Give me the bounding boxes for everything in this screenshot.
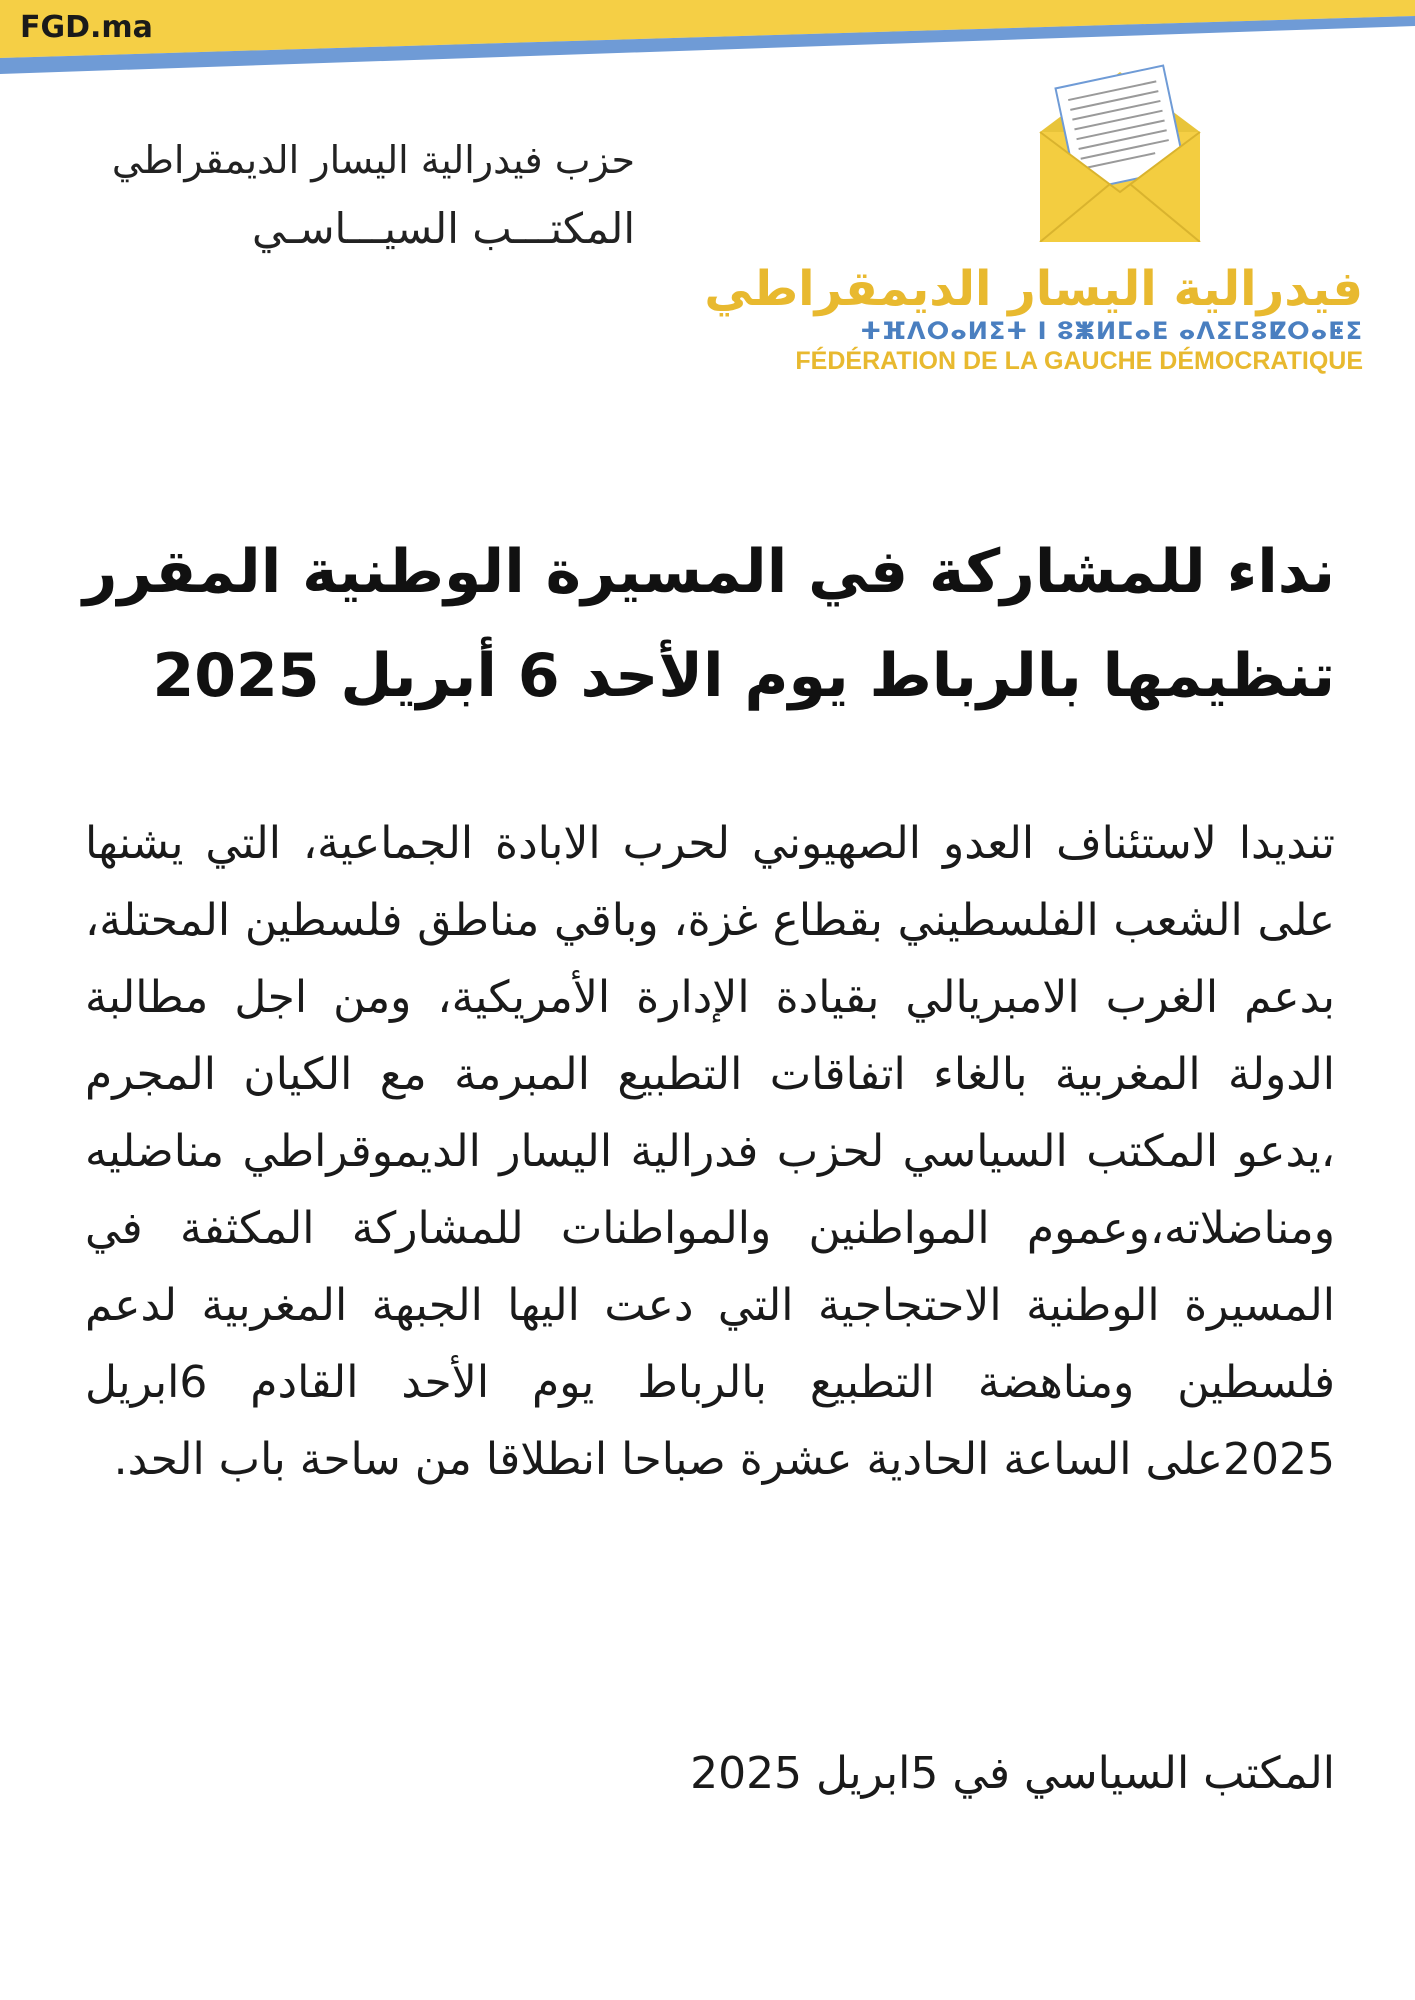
headline: نداء للمشاركة في المسيرة الوطنية المقرر تنظيمها بالرباط يوم الأحد 6 أبريل 2025 (82, 537, 1335, 711)
party-header (112, 138, 635, 253)
site-label[interactable]: FGD.ma (20, 10, 153, 45)
signature: المكتب السياسي في 5ابريل 2025 (690, 1748, 1335, 1799)
bureau-title: المكتـــب السيـــاسـي (252, 204, 635, 253)
logo-arabic: فيدرالية اليسار الديمقراطي (704, 261, 1363, 317)
envelope-icon (1030, 62, 1210, 242)
logo-tifinagh: ⵜⴼⴷⵔⴰⵍⵉⵜ ⵏ ⵓⵥⵍⵎⴰⴹ ⴰⴷⵉⵎⵓⵇⵔⴰⵟⵉ (860, 317, 1363, 345)
party-logo (704, 262, 1363, 376)
logo-french: FÉDÉRATION DE LA GAUCHE DÉMOCRATIQUE (795, 347, 1363, 375)
body-text: تنديدا لاستئناف العدو الصهيوني لحرب الابادة الجماعية، التي يشنها على الشعب الفلسطيني بقطاع غزة، وباقي مناطق فلسطين المحتلة، بدعم الغرب الامبريالي بقيادة الإدارة الأمريكية، ومن اجل مطالبة الدولة المغربية بالغاء اتفاقات التطبيع المبرمة مع الكيان المجرم ،يدعو المكتب السياسي لحزب فدرالية اليسار الديموقراطي مناضليه ومناضلاته،وعموم المواطنين والمواطنات للمشاركة المكثفة في المسيرة الوطنية الاحتجاجية التي دعت اليها الجبهة المغربية لدعم فلسطين ومناهضة التطبيع بالرباط يوم الأحد القادم 6ابريل 2025على الساعة الحادية عشرة صباحا انطلاقا من ساحة باب الحد. (85, 818, 1335, 1485)
party-name: حزب فيدرالية اليسار الديمقراطي (111, 138, 635, 182)
